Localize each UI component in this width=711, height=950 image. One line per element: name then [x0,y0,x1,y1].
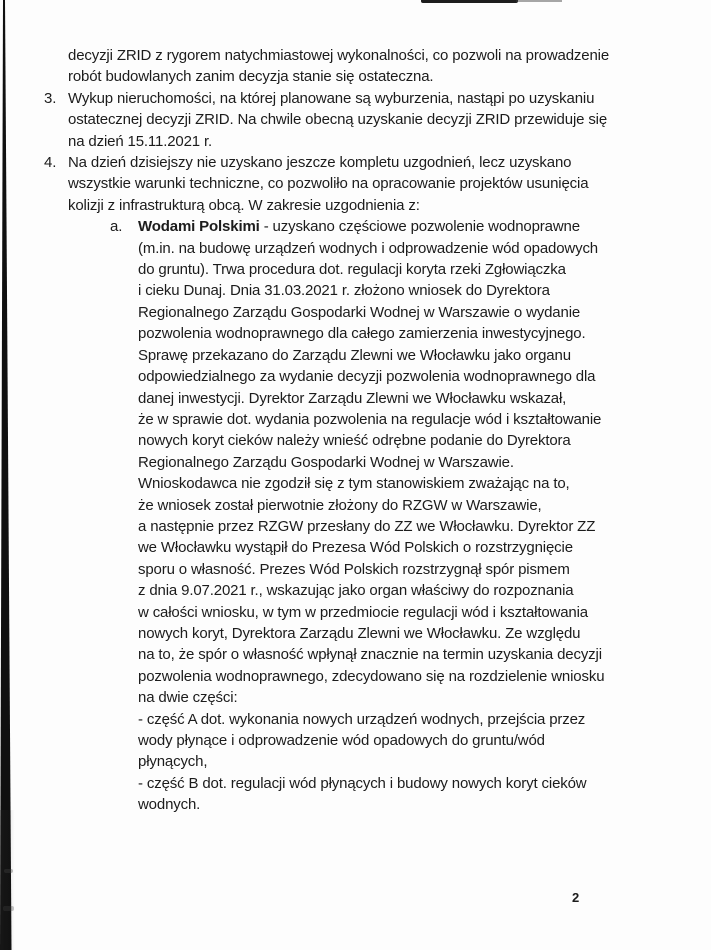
scan-left-edge-shadow [0,810,18,950]
text-line: - część B dot. regulacji wód płynących i budowy nowych koryt cieków [138,774,587,792]
text-line: Wykup nieruchomości, na której planowane są wyburzenia, nastąpi po uzyskaniu [68,89,595,107]
text-line: że wniosek został pierwotnie złożony do RZGW w Warszawie, [138,496,542,514]
list-item-4 [44,152,711,216]
text-line: we Włocławku wystąpił do Prezesa Wód Polskich o rozstrzygnięcie [138,539,573,557]
list-item-4-marker: 4. [44,154,57,172]
text-line: odpowiedzialnego za wydanie decyzji pozwolenia wodnoprawnego dla [138,368,596,386]
sub-item-a-lead-bold: Wodami Polskimi [138,218,260,236]
page-number: 2 [572,890,580,905]
text-line: wodnych. [138,796,201,814]
text-line: Wnioskodawca nie zgodził się z tym stanowiskiem zważając na to, [138,475,570,493]
sub-item-a-text [138,216,604,815]
list-item-3-marker: 3. [44,89,57,107]
text-line: Sprawę przekazano do Zarządu Zlewni we Włocławku jako organu [138,346,571,364]
text-line: w całości wniosku, w tym w przedmiocie regulacji wód i kształtowania [138,603,588,621]
text-line: wszystkie warunki techniczne, co pozwoliło na opracowanie projektów usunięcia [68,175,589,193]
text-line: Na dzień dzisiejszy nie uzyskano jeszcze kompletu uzgodnień, lecz uzyskano [68,154,572,172]
text-line: nowych koryt cieków należy wnieść odrębne podanie do Dyrektora [138,432,571,450]
sub-item-a-marker: a. [110,218,123,236]
text-line: płynących, [138,753,208,771]
text-line: ostatecznej decyzji ZRID. Na chwile obecną uzyskanie decyzji ZRID przewiduje się [68,111,608,129]
text-line: do gruntu). Trwa procedura dot. regulacji koryta rzeki Zgłowiączka [138,261,566,279]
text-line: pozwolenia wodnoprawnego, zdecydowano się na rozdzielenie wniosku [138,667,605,685]
list-item-4-text [68,152,588,216]
document-body [0,45,711,816]
text-line: że w sprawie dot. wydania pozwolenia na regulacje wód i kształtowanie [138,410,602,428]
sub-item-a [110,216,711,815]
text-line: a następnie przez RZGW przesłany do ZZ we Włocławku. Dyrektor ZZ [138,517,596,535]
text-line: pozwolenia wodnoprawnego dla całego zamierzenia inwestycyjnego. [138,325,586,343]
text-line: i cieku Dunaj. Dnia 31.03.2021 r. złożono wniosek do Dyrektora [138,282,550,300]
sub-item-a-lead-line [138,216,604,237]
list-item-3 [44,88,711,152]
text-line: decyzji ZRID z rygorem natychmiastowej wykonalności, co pozwoli na prowadzenie [68,47,610,64]
text-line: - część A dot. wykonania nowych urządzeń wodnych, przejścia przez [138,710,586,728]
text-line: robót budowlanych zanim decyzja stanie się ostateczna. [68,68,434,86]
text-line: kolizji z infrastrukturą obcą. W zakresie uzgodnienia z: [68,196,420,214]
text-line: Regionalnego Zarządu Gospodarki Wodnej w Warszawie o wydanie [138,303,581,321]
sub-item-a-lead-rest: - uzyskano częściowe pozwolenie wodnoprawne [259,218,580,236]
text-line: wody płynące i odprowadzenie wód opadowych do gruntu/wód [138,732,545,749]
text-line: na dzień 15.11.2021 r. [68,132,213,150]
text-line: na dwie części: [138,689,238,707]
scan-top-streak-artifact [421,0,518,3]
text-line: nowych koryt, Dyrektora Zarządu Zlewni we Włocławku. Ze względu [138,624,581,642]
text-line: (m.in. na budowę urządzeń wodnych i odprowadzenie wód opadowych [138,239,599,257]
text-line: danej inwestycji. Dyrektor Zarządu Zlewni we Włocławku wskazał, [138,389,567,407]
text-line: na to, że spór o własność wpłynął znacznie na termin uzyskania decyzji [138,646,602,664]
sub-item-a-body [138,238,604,816]
list-item-3-text [68,88,607,152]
text-line: sporu o własność. Prezes Wód Polskich rozstrzygnął spór pismem [138,560,570,578]
scan-smudge [4,869,13,873]
scan-smudge [3,906,14,911]
text-line: z dnia 9.07.2021 r., wskazując jako organ właściwy do rozpoznania [138,582,574,600]
scan-top-streak-tail [516,0,562,2]
paragraph-continuation [68,45,711,88]
text-line: Regionalnego Zarządu Gospodarki Wodnej w Warszawie. [138,453,514,471]
